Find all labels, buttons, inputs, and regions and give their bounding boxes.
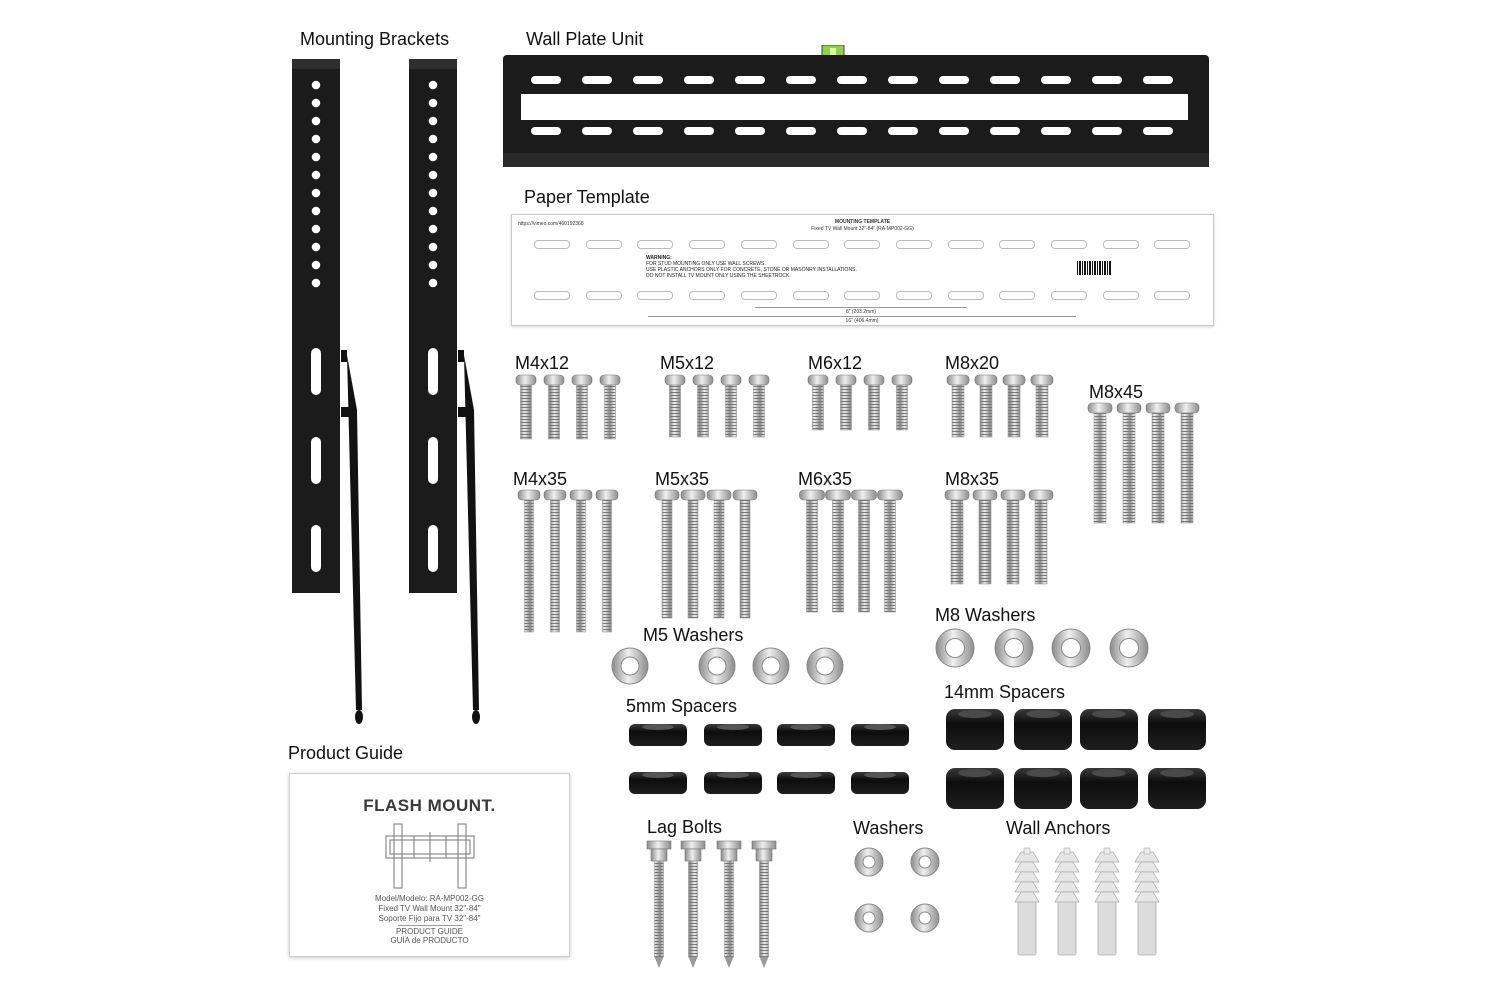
lag-bolt bbox=[717, 841, 741, 968]
screw bbox=[721, 375, 741, 437]
label-m8x45: M8x45 bbox=[1089, 382, 1144, 402]
label-mounting-brackets: Mounting Brackets bbox=[300, 29, 450, 49]
screw bbox=[892, 375, 912, 430]
screw bbox=[1031, 375, 1053, 437]
screw bbox=[544, 490, 566, 632]
wall-anchor bbox=[1055, 848, 1079, 955]
screw bbox=[1175, 403, 1199, 523]
template-url: https://vimeo.com/460192368 bbox=[518, 221, 584, 227]
label-14mm-spacers: 14mm Spacers bbox=[944, 682, 1066, 702]
guide-mount-drawing bbox=[384, 822, 476, 892]
wall-anchors bbox=[1015, 848, 1159, 955]
screw bbox=[570, 490, 592, 632]
template-title: MOUNTING TEMPLATE bbox=[834, 219, 891, 225]
screw bbox=[808, 375, 828, 430]
screw bbox=[596, 490, 618, 632]
guide-description-en: Fixed TV Wall Mount 32"-84" bbox=[378, 904, 481, 913]
label-m8-washers: M8 Washers bbox=[935, 605, 1036, 625]
label-lag-bolts: Lag Bolts bbox=[647, 817, 723, 837]
label-m6x12: M6x12 bbox=[808, 353, 863, 373]
template-dimension-outer: 16" (406.4mm) bbox=[648, 316, 1076, 324]
template-warning-line: USE PLASTIC ANCHORS ONLY FOR CONCRETE, STONE OR MASONRY INSTALLATIONS. bbox=[646, 267, 857, 273]
screw bbox=[544, 375, 564, 439]
label-5mm-spacers: 5mm Spacers bbox=[626, 696, 738, 716]
screw bbox=[1003, 375, 1025, 437]
label-m5x35: M5x35 bbox=[655, 469, 710, 489]
template-dimension-inner: 8" (203.2mm) bbox=[755, 307, 967, 315]
screw bbox=[516, 375, 536, 439]
label-m4x35: M4x35 bbox=[513, 469, 568, 489]
wall-anchor bbox=[1015, 848, 1039, 955]
wall-anchor bbox=[1095, 848, 1119, 955]
template-warning-line: DO NOT INSTALL TV MOUNT ONLY USING THE SHEETROCK. bbox=[646, 273, 791, 279]
label-m8x20: M8x20 bbox=[945, 353, 1000, 373]
screw bbox=[518, 490, 540, 632]
lag-bolt bbox=[752, 841, 776, 968]
screw bbox=[975, 375, 997, 437]
screw bbox=[665, 375, 685, 437]
screw bbox=[572, 375, 592, 439]
screw bbox=[852, 490, 877, 612]
guide-title-es: GUÍA de PRODUCTO bbox=[390, 936, 469, 945]
screw bbox=[1001, 490, 1025, 584]
guide-brand-logo: FLASH MOUNT. bbox=[363, 796, 496, 815]
screw bbox=[836, 375, 856, 430]
screw bbox=[707, 490, 731, 618]
screw bbox=[973, 490, 997, 584]
screw bbox=[600, 375, 620, 439]
screw bbox=[826, 490, 851, 612]
label-m5-washers: M5 Washers bbox=[643, 625, 744, 645]
machine-screws bbox=[516, 375, 1199, 632]
screw bbox=[1029, 490, 1053, 584]
label-washers: Washers bbox=[853, 818, 924, 838]
screw bbox=[800, 490, 825, 612]
guide-title-en: PRODUCT GUIDE bbox=[396, 927, 463, 936]
label-paper-template: Paper Template bbox=[524, 187, 650, 207]
template-subtitle: Fixed TV Wall Mount 32"-84" (RA-MP002-GG) bbox=[811, 226, 914, 232]
template-warning-title: WARNING: bbox=[646, 255, 672, 261]
wall-anchor bbox=[1135, 848, 1159, 955]
label-wall-anchors: Wall Anchors bbox=[1006, 818, 1111, 838]
label-m5x12: M5x12 bbox=[660, 353, 715, 373]
guide-model: Model/Modelo: RA-MP002-GG bbox=[375, 894, 484, 903]
lag-bolt bbox=[681, 841, 705, 968]
screw bbox=[1146, 403, 1170, 523]
label-m4x12: M4x12 bbox=[515, 353, 570, 373]
label-wall-plate-unit: Wall Plate Unit bbox=[526, 29, 644, 49]
guide-divider bbox=[398, 925, 462, 926]
screw bbox=[733, 490, 757, 618]
spacers bbox=[629, 709, 1206, 809]
label-m6x35: M6x35 bbox=[798, 469, 853, 489]
screw bbox=[864, 375, 884, 430]
screw bbox=[681, 490, 705, 618]
guide-description-es: Soporte Fijo para TV 32"-84" bbox=[378, 914, 481, 923]
lag-bolts bbox=[647, 841, 776, 968]
screw bbox=[945, 490, 969, 584]
product-guide bbox=[289, 773, 570, 957]
screw bbox=[749, 375, 769, 437]
screw bbox=[1088, 403, 1112, 523]
template-warning-line: FOR STUD MOUNTING ONLY USE WALL SCREWS. bbox=[646, 261, 766, 267]
label-product-guide: Product Guide bbox=[288, 743, 404, 763]
lag-bolt bbox=[647, 841, 671, 968]
screw bbox=[947, 375, 969, 437]
screw bbox=[693, 375, 713, 437]
screw bbox=[878, 490, 903, 612]
label-m8x35: M8x35 bbox=[945, 469, 1000, 489]
screw bbox=[1117, 403, 1141, 523]
screw bbox=[655, 490, 679, 618]
